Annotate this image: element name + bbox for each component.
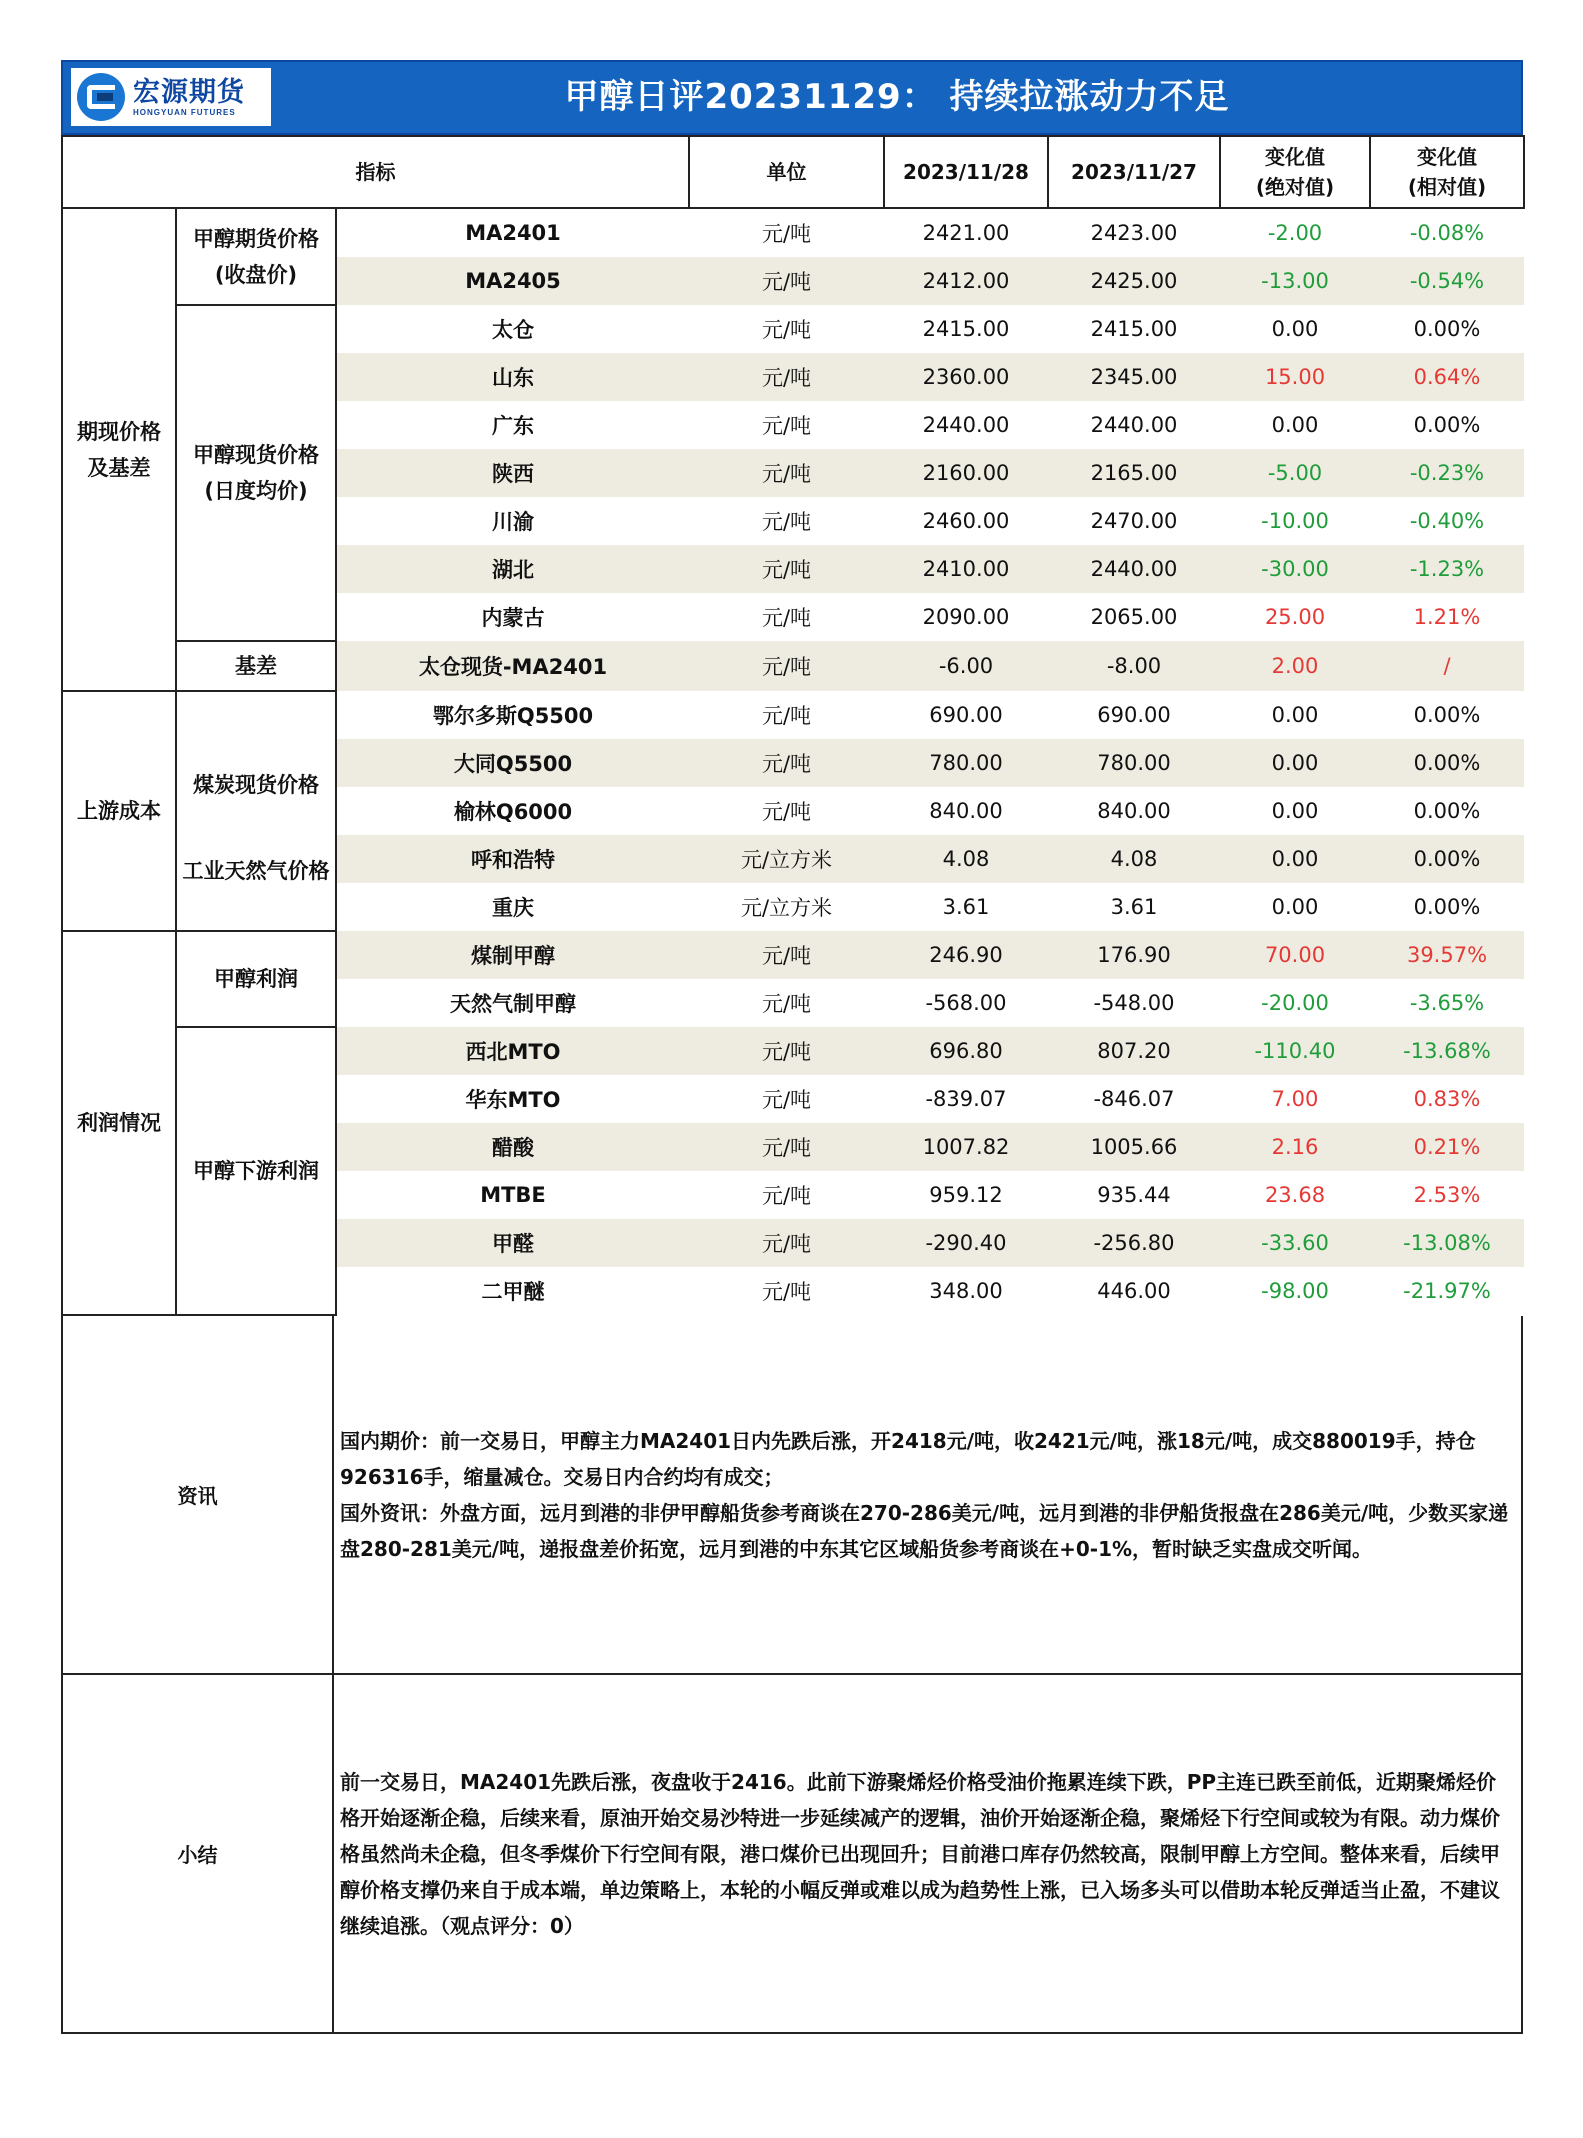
- row-rel-change: -0.54%: [1370, 257, 1524, 305]
- row-value-date2: 935.44: [1097, 1183, 1171, 1207]
- row-abs-change: 23.68: [1264, 1183, 1326, 1207]
- row-value-date1: -290.40: [884, 1219, 1048, 1267]
- row-value-date2: 2345.00: [1048, 353, 1220, 401]
- row-abs-change: -98.00: [1261, 1279, 1329, 1303]
- row-value-date1: 348.00: [929, 1279, 1003, 1303]
- row-name: 天然气制甲醇: [450, 992, 576, 1016]
- row-value-date2: 2415.00: [1090, 317, 1178, 341]
- row-name: 广东: [492, 414, 534, 438]
- row-rel-change: -1.23%: [1370, 545, 1524, 593]
- row-abs-change: -2.00: [1267, 221, 1323, 245]
- row-name: MTBE: [480, 1183, 546, 1207]
- row-rel-change: 0.00%: [1413, 413, 1481, 437]
- news-paragraph-domestic: 国内期价：前一交易日，甲醇主力MA2401日内先跌后涨，开2418元/吨，收2421元/吨，涨18元/吨，成交880019手，持仓926316手，缩量减仓。交易日内合约均有成交；: [340, 1428, 1476, 1489]
- row-rel-change: -0.40%: [1409, 509, 1485, 533]
- row-value-date2: 780.00: [1048, 739, 1220, 787]
- row-value-date2: -846.07: [1093, 1087, 1175, 1111]
- row-unit: 元/吨: [761, 1280, 812, 1304]
- row-name: 西北MTO: [336, 1027, 689, 1075]
- news-label: 资讯: [63, 1316, 334, 1673]
- row-unit: 元/吨: [689, 739, 884, 787]
- group-cell-profit: 利润情况: [62, 931, 176, 1315]
- report-header: [61, 60, 1523, 135]
- row-name: 川渝: [492, 510, 534, 534]
- row-name: MA2401: [465, 221, 561, 245]
- row-value-date2: -256.80: [1048, 1219, 1220, 1267]
- row-unit: 元/吨: [689, 257, 884, 305]
- row-abs-change: 70.00: [1220, 931, 1370, 979]
- subgroup-basis: 基差: [176, 641, 336, 691]
- logo-mark-icon: [77, 73, 125, 121]
- row-value-date2: 2470.00: [1090, 509, 1178, 533]
- row-abs-change: -20.00: [1261, 991, 1329, 1015]
- subgroup-coal-gas: [176, 691, 336, 931]
- row-unit: 元/吨: [761, 222, 812, 246]
- table-row: [62, 691, 1524, 739]
- row-name: 内蒙古: [481, 606, 545, 630]
- summary-label: 小结: [63, 1675, 334, 2032]
- row-unit: 元/吨: [689, 545, 884, 593]
- row-value-date2: 446.00: [1097, 1279, 1171, 1303]
- subgroup-futures-price: 甲醇期货价格 (收盘价): [176, 208, 336, 305]
- row-abs-change: 0.00: [1271, 703, 1319, 727]
- row-value-date1: 2412.00: [884, 257, 1048, 305]
- table-row: [62, 1027, 1524, 1075]
- logo-text: [133, 78, 245, 117]
- report-sheet: [61, 60, 1523, 2034]
- row-name: 太仓现货-MA2401: [336, 641, 689, 691]
- row-name: 二甲醚: [481, 1280, 545, 1304]
- row-value-date1: 690.00: [929, 703, 1003, 727]
- row-abs-change: 0.00: [1220, 835, 1370, 883]
- row-unit: 元/吨: [689, 1027, 884, 1075]
- table-row: [62, 208, 1524, 257]
- header-rel-change: 变化值 (相对值): [1370, 136, 1524, 208]
- row-value-date1: 2460.00: [922, 509, 1010, 533]
- subgroup-spot-price: 甲醇现货价格 (日度均价): [176, 305, 336, 641]
- row-name: 大同Q5500: [336, 739, 689, 787]
- row-unit: 元/吨: [761, 318, 812, 342]
- row-value-date1: 780.00: [884, 739, 1048, 787]
- row-rel-change: 0.83%: [1413, 1087, 1481, 1111]
- subgroup-downstream-profit: 甲醇下游利润: [176, 1027, 336, 1315]
- row-rel-change: 0.00%: [1413, 703, 1481, 727]
- row-value-date2: 4.08: [1048, 835, 1220, 883]
- data-table: [61, 135, 1525, 1316]
- row-value-date1: 2421.00: [922, 221, 1010, 245]
- row-value-date1: 4.08: [884, 835, 1048, 883]
- row-unit: 元/吨: [689, 641, 884, 691]
- row-value-date1: 246.90: [884, 931, 1048, 979]
- row-rel-change: 0.00%: [1370, 739, 1524, 787]
- row-name: 重庆: [492, 896, 534, 920]
- row-value-date1: 959.12: [929, 1183, 1003, 1207]
- row-abs-change: -13.00: [1220, 257, 1370, 305]
- table-row: [62, 931, 1524, 979]
- row-abs-change: -110.40: [1220, 1027, 1370, 1075]
- row-value-date2: 2065.00: [1090, 605, 1178, 629]
- row-name: 煤制甲醇: [336, 931, 689, 979]
- row-value-date2: 1005.66: [1048, 1123, 1220, 1171]
- logo-cn-text: 宏源期货: [133, 76, 245, 108]
- row-rel-change: 1.21%: [1413, 605, 1481, 629]
- row-value-date2: 807.20: [1048, 1027, 1220, 1075]
- news-section: [61, 1316, 1523, 1675]
- row-abs-change: -5.00: [1220, 449, 1370, 497]
- row-name: 华东MTO: [465, 1088, 561, 1112]
- row-unit: 元/立方米: [689, 835, 884, 883]
- row-unit: 元/吨: [761, 606, 812, 630]
- row-unit: 元/吨: [689, 353, 884, 401]
- subgroup-coal-price: 煤炭现货价格: [193, 773, 319, 797]
- company-logo: [71, 68, 271, 126]
- row-rel-change: -0.08%: [1409, 221, 1485, 245]
- row-value-date2: 176.90: [1048, 931, 1220, 979]
- row-value-date1: 2090.00: [922, 605, 1010, 629]
- row-rel-change: 39.57%: [1370, 931, 1524, 979]
- row-rel-change: 0.00%: [1413, 895, 1481, 919]
- row-value-date2: 3.61: [1110, 895, 1158, 919]
- row-unit: 元/吨: [761, 1184, 812, 1208]
- row-value-date1: 840.00: [929, 799, 1003, 823]
- header-date2: 2023/11/27: [1048, 136, 1220, 208]
- row-abs-change: 2.00: [1220, 641, 1370, 691]
- row-unit: 元/吨: [689, 1219, 884, 1267]
- row-name: 甲醛: [336, 1219, 689, 1267]
- row-value-date1: 2160.00: [884, 449, 1048, 497]
- subgroup-methanol-profit: 甲醇利润: [176, 931, 336, 1027]
- row-rel-change: -3.65%: [1409, 991, 1485, 1015]
- table-row: [62, 305, 1524, 353]
- row-unit: 元/吨: [689, 449, 884, 497]
- header-unit: 单位: [689, 136, 884, 208]
- row-name: 山东: [336, 353, 689, 401]
- row-abs-change: 0.00: [1271, 413, 1319, 437]
- row-value-date1: 2415.00: [922, 317, 1010, 341]
- row-unit: 元/立方米: [740, 896, 833, 920]
- table-row: [62, 641, 1524, 691]
- summary-section: [61, 1675, 1523, 2034]
- header-abs-change: 变化值 (绝对值): [1220, 136, 1370, 208]
- row-abs-change: -33.60: [1220, 1219, 1370, 1267]
- subgroup-gas-price: 工业天然气价格: [182, 859, 330, 883]
- summary-body: [334, 1675, 1521, 2032]
- row-abs-change: 25.00: [1264, 605, 1326, 629]
- row-abs-change: 0.00: [1271, 317, 1319, 341]
- row-unit: 元/吨: [761, 704, 812, 728]
- row-unit: 元/吨: [689, 931, 884, 979]
- header-date1: 2023/11/28: [884, 136, 1048, 208]
- table-body: [62, 208, 1524, 1315]
- row-rel-change: -13.68%: [1370, 1027, 1524, 1075]
- row-abs-change: -10.00: [1261, 509, 1329, 533]
- row-rel-change: /: [1370, 641, 1524, 691]
- row-abs-change: -30.00: [1220, 545, 1370, 593]
- group-cell-price-basis: 期现价格 及基差: [62, 208, 176, 691]
- row-rel-change: -13.08%: [1370, 1219, 1524, 1267]
- row-value-date2: 840.00: [1097, 799, 1171, 823]
- row-abs-change: 15.00: [1220, 353, 1370, 401]
- row-name: 湖北: [336, 545, 689, 593]
- row-value-date1: 1007.82: [884, 1123, 1048, 1171]
- group-cell-upstream-cost: 上游成本: [62, 691, 176, 931]
- row-abs-change: 2.16: [1220, 1123, 1370, 1171]
- row-unit: 元/吨: [761, 414, 812, 438]
- row-name: 太仓: [492, 318, 534, 342]
- row-unit: 元/吨: [689, 1123, 884, 1171]
- row-name: MA2405: [336, 257, 689, 305]
- row-rel-change: -21.97%: [1403, 1279, 1491, 1303]
- row-rel-change: 0.00%: [1370, 835, 1524, 883]
- row-unit: 元/吨: [761, 800, 812, 824]
- news-body: [334, 1316, 1521, 1673]
- row-name: 醋酸: [336, 1123, 689, 1171]
- row-value-date2: 2440.00: [1090, 413, 1178, 437]
- row-unit: 元/吨: [761, 992, 812, 1016]
- row-abs-change: 0.00: [1271, 799, 1319, 823]
- row-rel-change: 2.53%: [1413, 1183, 1481, 1207]
- row-rel-change: 0.00%: [1413, 799, 1481, 823]
- row-abs-change: 7.00: [1271, 1087, 1319, 1111]
- row-rel-change: 0.21%: [1370, 1123, 1524, 1171]
- row-rel-change: 0.64%: [1370, 353, 1524, 401]
- row-value-date2: -8.00: [1048, 641, 1220, 691]
- row-value-date1: 2360.00: [884, 353, 1048, 401]
- row-value-date1: -839.07: [925, 1087, 1007, 1111]
- header-indicator: 指标: [62, 136, 689, 208]
- logo-en-text: HONGYUAN FUTURES: [133, 107, 236, 117]
- row-name: 呼和浩特: [336, 835, 689, 883]
- row-name: 鄂尔多斯Q5500: [432, 704, 594, 728]
- row-value-date2: 2440.00: [1048, 545, 1220, 593]
- row-value-date2: 2423.00: [1090, 221, 1178, 245]
- row-value-date1: -568.00: [925, 991, 1007, 1015]
- row-value-date1: -6.00: [884, 641, 1048, 691]
- row-value-date2: 690.00: [1097, 703, 1171, 727]
- row-unit: 元/吨: [761, 1088, 812, 1112]
- row-value-date2: 2165.00: [1048, 449, 1220, 497]
- row-value-date1: 2410.00: [884, 545, 1048, 593]
- summary-text: 前一交易日，MA2401先跌后涨，夜盘收于2416。此前下游聚烯烃价格受油价拖累连续下跌，PP主连已跌至前低，近期聚烯烃价格开始逐渐企稳，后续来看，原油开始交易沙特进一步延续减产的逻辑，油价开始逐渐企稳，聚烯烃下行空间或较为有限。动力煤价格虽然尚未企稳，但冬季煤价下行空间有限，港口煤价已出现回升；目前港口库存仍然较高，限制甲醇上方空间。整体来看，后续甲醇价格支撑仍来自于成本端，单边策略上，本轮的小幅反弹或难以成为趋势性上涨，已入场多头可以借助本轮反弹适当止盈，不建议继续追涨。（观点评分：0）: [340, 1769, 1500, 1938]
- row-value-date2: -548.00: [1093, 991, 1175, 1015]
- row-value-date1: 3.61: [942, 895, 990, 919]
- row-value-date1: 2440.00: [922, 413, 1010, 437]
- row-name: 陕西: [336, 449, 689, 497]
- row-unit: 元/吨: [761, 510, 812, 534]
- report-title: 甲醇日评20231129： 持续拉涨动力不足: [564, 77, 1230, 117]
- row-abs-change: 0.00: [1220, 739, 1370, 787]
- row-name: 榆林Q6000: [453, 800, 573, 824]
- row-value-date2: 2425.00: [1048, 257, 1220, 305]
- table-header-row: [62, 136, 1524, 208]
- row-rel-change: -0.23%: [1370, 449, 1524, 497]
- news-paragraph-foreign: 国外资讯：外盘方面，远月到港的非伊甲醇船货参考商谈在270-286美元/吨，远月到港的非伊船货报盘在286美元/吨，少数买家递盘280-281美元/吨，递报盘差价拓宽，远月到港的中东其它区域船货参考商谈在+0-1%，暂时缺乏实盘成交听闻。: [340, 1500, 1509, 1561]
- row-rel-change: 0.00%: [1413, 317, 1481, 341]
- row-value-date1: 696.80: [884, 1027, 1048, 1075]
- row-abs-change: 0.00: [1271, 895, 1319, 919]
